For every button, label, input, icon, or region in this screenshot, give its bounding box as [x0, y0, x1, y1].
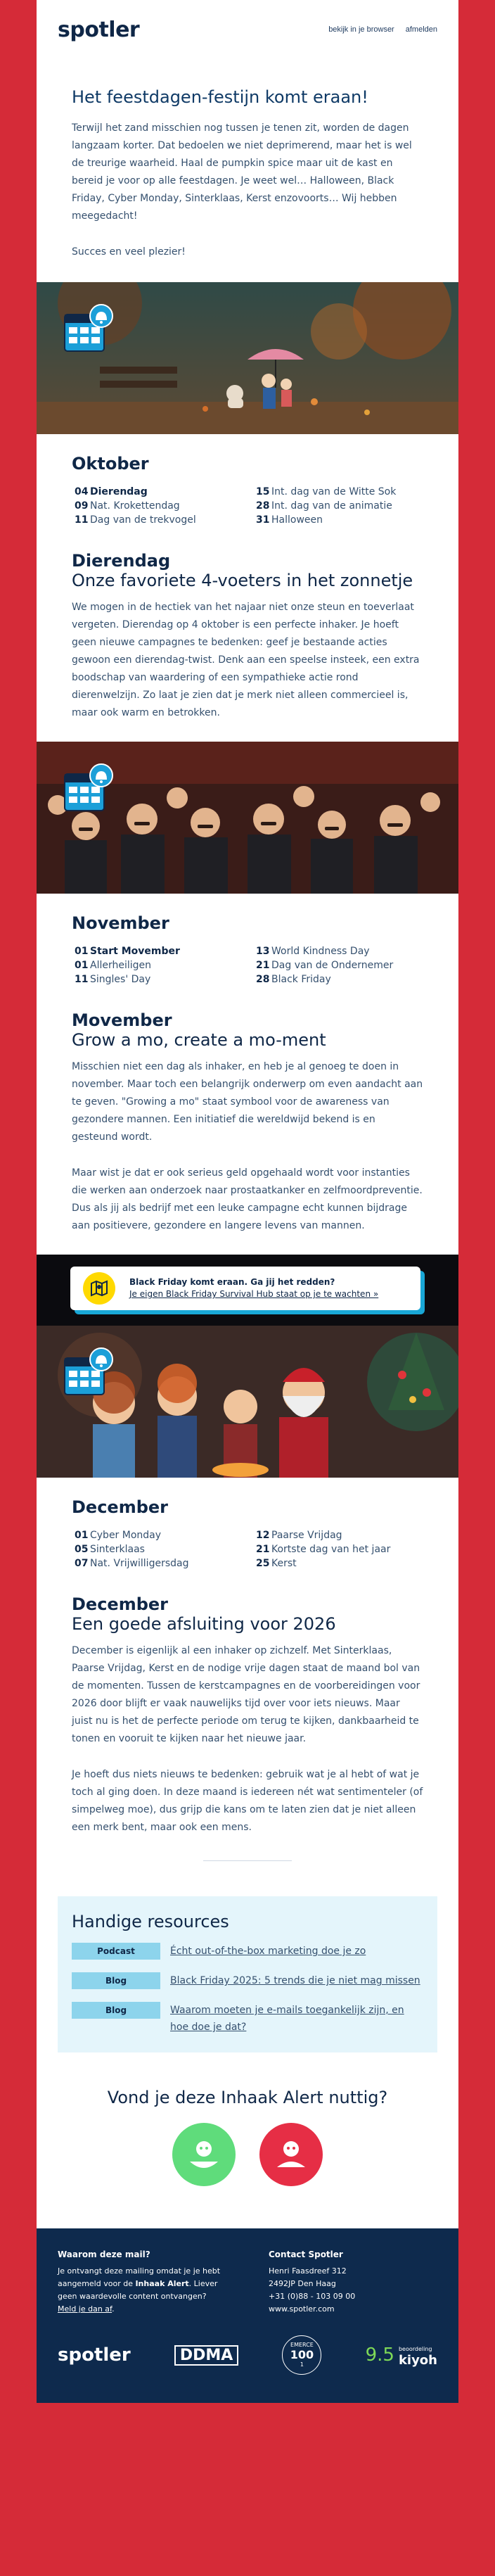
date-day: 31: [256, 514, 270, 526]
map-icon: [83, 1272, 115, 1305]
resource-link[interactable]: Black Friday 2025: 5 trends die je niet mag missen: [170, 1975, 420, 1986]
intro-section: [37, 59, 458, 282]
month-heading: November: [72, 913, 169, 933]
date-item: [75, 486, 242, 497]
footer-why: Waarom deze mail? Je ontvangt deze mailing omdat je je hebt aangemeld voor de Inhaak Alert. Liever geen waardevolle content ontvangen? Meld je dan af.: [58, 2248, 226, 2316]
october-dates: [75, 486, 423, 526]
date-label: Kerst: [271, 1558, 297, 1569]
feedback-section: [37, 2052, 458, 2228]
unsubscribe-link[interactable]: afmelden: [405, 25, 437, 34]
footer-why-text: Je ontvangt deze mailing omdat je je hebt aangemeld voor de Inhaak Alert. Liever geen waardevolle content ontvangen?: [58, 2266, 221, 2301]
date-item: [256, 960, 423, 971]
date-item: [75, 1558, 242, 1569]
date-day: 15: [256, 486, 270, 497]
date-item: [256, 500, 423, 512]
december-dates: [75, 1530, 423, 1569]
date-day: 28: [256, 974, 270, 985]
sad-face-icon: [270, 2133, 312, 2176]
view-in-browser-link[interactable]: bekijk in je browser: [328, 25, 394, 34]
divider: [203, 1860, 292, 1861]
date-day: 04: [75, 486, 89, 497]
topic-subtitle: Onze favoriete 4-voeters in het zonnetje: [72, 571, 413, 590]
date-label: Allerheiligen: [90, 960, 152, 971]
footer-address-2: 2492JP Den Haag: [269, 2279, 336, 2288]
date-item: [256, 514, 423, 526]
ddma-logo: DDMA: [174, 2345, 238, 2366]
footer-phone[interactable]: +31 (0)88 - 103 09 00: [269, 2292, 356, 2301]
december-hero-image: [37, 1326, 458, 1478]
date-item: [75, 500, 242, 512]
topic-text-1: Misschien niet een dag als inhaker, en heb je al genoeg te doen in november. Maar toch een belangrijk onderwerp om even aandacht aan te geven. "Growing a mo" staat symbool voor de awareness van gezondere mannen. Een initiatief die wereldwijd bekend is en gesteund wordt.: [72, 1061, 423, 1143]
feedback-question: Vond je deze Inhaak Alert nuttig?: [107, 2088, 388, 2107]
black-friday-link[interactable]: Je eigen Black Friday Survival Hub staat op je te wachten »: [129, 1289, 379, 1299]
date-label: Start Movember: [90, 946, 180, 957]
date-item: [75, 1530, 242, 1541]
resource-item: [72, 1943, 423, 1960]
date-day: 01: [75, 946, 89, 957]
topic-text-1: December is eigenlijk al een inhaker op zichzelf. Met Sinterklaas, Paarse Vrijdag, Kerst en de nodige vrije dagen staat de maand bol van de momenten. Tussen de kerstcampagnes en de voorbereidingen voor 2026 door blijft er vaak nauwelijks tijd over voor iets nieuws. Maar juist nu is het de perfecte periode om terug te kijken, dankbaarheid te tonen en vooruit te kijken naar het nieuwe jaar.: [72, 1645, 420, 1744]
date-day: 12: [256, 1530, 270, 1541]
december-section: [37, 1478, 458, 1896]
intro-title: Het feestdagen-festijn komt eraan!: [72, 87, 368, 107]
intro-text: Terwijl het zand misschien nog tussen je tenen zit, worden de dagen langzaam korter. Dat bedoelen we niet deprimerend, maar het is wel de treurige waarheid. Haal de pumpkin spice maar uit de kast en bereid je voor op alle feestdagen. Je weet wel… Halloween, Black Friday, Cyber Monday, Sinterklaas, Kerst enzovoorts… Wij hebben meegedacht!: [72, 122, 412, 222]
calendar-bell-icon: [63, 763, 117, 813]
date-item: [256, 1558, 423, 1569]
date-label: Nat. Krokettendag: [90, 500, 180, 512]
happy-face-icon: [183, 2133, 225, 2176]
date-label: Singles' Day: [90, 974, 151, 985]
resource-link[interactable]: Écht out-of-the-box marketing doe je zo: [170, 1946, 366, 1957]
topic-title: December: [72, 1594, 169, 1614]
topic-text-2: Maar wist je dat er ook serieus geld opgehaald wordt voor instanties die werken aan onderzoek naar prostaatkanker en zelfmoordpreventie. Dus als jij als bedrijf met een leuke campagne echt kunnen bijdrage aan positievere, gezondere en langere levens van mannen.: [72, 1167, 423, 1231]
footer-website[interactable]: www.spotler.com: [269, 2304, 335, 2314]
footer-spotler-logo: spotler: [58, 2345, 131, 2366]
date-label: Cyber Monday: [90, 1530, 162, 1541]
month-heading: December: [72, 1497, 169, 1517]
date-label: Kortste dag van het jaar: [271, 1544, 391, 1555]
topic-title: Dierendag: [72, 551, 171, 571]
date-item: [75, 960, 242, 971]
date-day: 11: [75, 514, 89, 526]
date-label: World Kindness Day: [271, 946, 370, 957]
date-label: Sinterklaas: [90, 1544, 145, 1555]
month-heading: Oktober: [72, 454, 149, 474]
resource-link[interactable]: Waarom moeten je e-mails toegankelijk zijn, en hoe doe je dat?: [170, 2005, 404, 2033]
date-day: 07: [75, 1558, 89, 1569]
date-day: 09: [75, 500, 89, 512]
date-item: [75, 514, 242, 526]
resource-tag: Podcast: [72, 1943, 160, 1960]
date-label: Dag van de trekvogel: [90, 514, 196, 526]
date-item: [256, 974, 423, 985]
date-label: Paarse Vrijdag: [271, 1530, 342, 1541]
october-section: [37, 434, 458, 742]
footer-contact: [269, 2248, 437, 2316]
footer-why-title: Waarom deze mail?: [58, 2250, 150, 2259]
calendar-bell-icon: [63, 1347, 117, 1397]
november-section: [37, 894, 458, 1255]
resource-tag: Blog: [72, 2002, 160, 2019]
date-item: [75, 946, 242, 957]
thumbs-up-face-button[interactable]: [172, 2123, 236, 2186]
thumbs-down-face-button[interactable]: [259, 2123, 323, 2186]
spotler-logo[interactable]: spotler: [58, 17, 140, 42]
topic-title: Movember: [72, 1010, 172, 1030]
date-day: 11: [75, 974, 89, 985]
resource-tag: Blog: [72, 1972, 160, 1989]
emerce-100-badge: EMERCE 100 1: [282, 2335, 321, 2375]
footer-unsubscribe-link[interactable]: Meld je dan af: [58, 2304, 112, 2314]
intro-signoff: Succes en veel plezier!: [72, 246, 186, 258]
topic-subtitle: Grow a mo, create a mo-ment: [72, 1030, 326, 1050]
date-day: 01: [75, 1530, 89, 1541]
calendar-bell-icon: [63, 303, 117, 354]
date-day: 01: [75, 960, 89, 971]
date-label: Int. dag van de Witte Sok: [271, 486, 397, 497]
black-friday-card[interactable]: [70, 1267, 425, 1314]
date-day: 21: [256, 960, 270, 971]
date-label: Black Friday: [271, 974, 331, 985]
kiyoh-score: 9.5: [365, 2345, 394, 2366]
header-links: [328, 25, 437, 34]
november-hero-image: [37, 742, 458, 894]
resource-item: [72, 1972, 423, 1989]
date-label: Int. dag van de animatie: [271, 500, 392, 512]
october-hero-image: [37, 282, 458, 434]
date-item: [75, 1544, 242, 1555]
kiyoh-rating: 9.5 beoordeling kiyoh: [365, 2345, 437, 2368]
footer-contact-title: Contact Spotler: [269, 2250, 343, 2259]
topic-text: We mogen in de hectiek van het najaar niet onze steun en toeverlaat vergeten. Dierendag op 4 oktober is een perfecte inhaker. Je hoeft geen nieuwe campagnes te bedenken: geef je bestaande acties gewoon een dierendag-twist. Denk aan een speelse insteek, een extra boodschap van waardering of een sympathieke actie rond dierenwelzijn. Zo laat je zien dat je merk niet alleen commercieel is, maar ook warm en betrokken.: [72, 602, 420, 718]
topic-subtitle: Een goede afsluiting voor 2026: [72, 1614, 336, 1634]
november-dates: [75, 946, 423, 985]
date-item: [256, 1530, 423, 1541]
header: [37, 0, 458, 59]
resources-title: Handige resources: [72, 1912, 229, 1931]
date-day: 21: [256, 1544, 270, 1555]
date-item: [256, 486, 423, 497]
footer-address-1: Henri Faasdreef 312: [269, 2266, 347, 2276]
date-label: Dag van de Ondernemer: [271, 960, 394, 971]
date-item: [75, 974, 242, 985]
date-day: 28: [256, 500, 270, 512]
date-day: 05: [75, 1544, 89, 1555]
email-sheet: [37, 0, 458, 2403]
resources-box: [58, 1896, 437, 2052]
date-day: 25: [256, 1558, 270, 1569]
date-item: [256, 946, 423, 957]
black-friday-banner: [37, 1255, 458, 1326]
date-label: Nat. Vrijwilligersdag: [90, 1558, 189, 1569]
date-day: 13: [256, 946, 270, 957]
footer: [37, 2228, 458, 2403]
black-friday-headline: Black Friday komt eraan. Ga jij het redden?: [129, 1277, 335, 1287]
footer-logos: [58, 2335, 437, 2375]
date-label: Halloween: [271, 514, 323, 526]
date-label: Dierendag: [90, 486, 148, 497]
topic-text-2: Je hoeft dus niets nieuws te bedenken: gebruik wat je al hebt of wat je toch al ging doen. In deze maand is iedereen nét wat sentimenteler (of simpelweg moe), dus grijp die kans om te laten zien dat je niet alleen een merk bent, maar ook een mens.: [72, 1769, 423, 1833]
resource-item: [72, 2002, 423, 2036]
date-item: [256, 1544, 423, 1555]
